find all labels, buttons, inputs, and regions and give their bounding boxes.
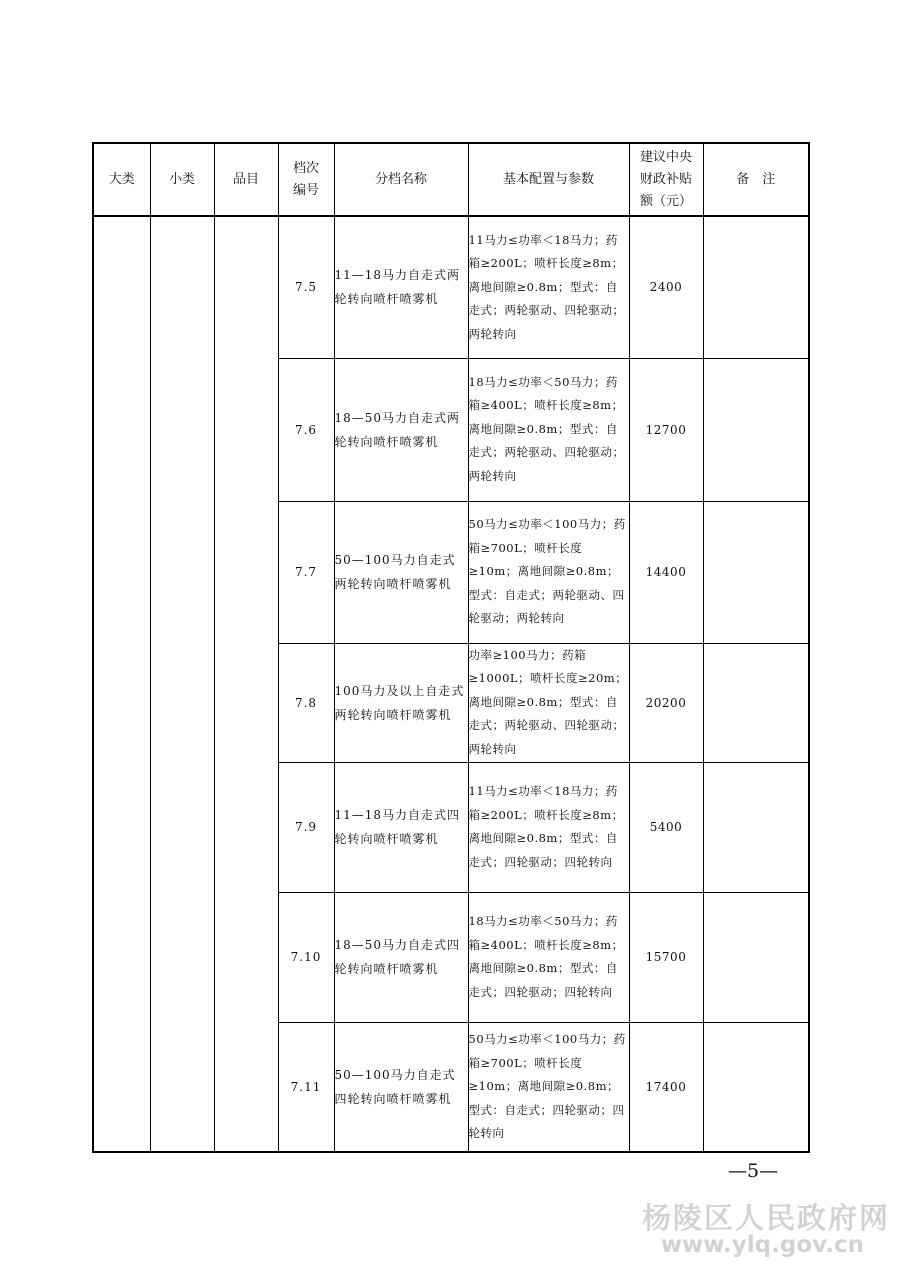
subsidy-amount-cell: 14400 bbox=[629, 501, 703, 643]
tier-no-cell: 7.9 bbox=[278, 762, 334, 892]
remark-cell bbox=[703, 762, 809, 892]
tier-no-cell: 7.5 bbox=[278, 216, 334, 358]
header-tier-no-line2: 编号 bbox=[292, 182, 319, 198]
header-subsidy-line2: 财政补贴 bbox=[639, 171, 692, 187]
config-cell: 功率≥100马力；药箱≥1000L；喷杆长度≥20m；离地间隙≥0.8m；型式：自走式；两轮驱动、四轮驱动；两轮转向 bbox=[468, 643, 629, 762]
tier-name-cell: 50—100马力自走式两轮转向喷杆喷雾机 bbox=[334, 501, 468, 643]
config-cell: 50马力≤功率＜100马力；药箱≥700L；喷杆长度≥10m；离地间隙≥0.8m；型式：自走式；两轮驱动、四轮驱动；两轮转向 bbox=[468, 501, 629, 643]
header-item: 品目 bbox=[214, 143, 278, 216]
remark-cell bbox=[703, 501, 809, 643]
tier-name-cell: 100马力及以上自走式两轮转向喷杆喷雾机 bbox=[334, 643, 468, 762]
config-cell: 18马力≤功率＜50马力；药箱≥400L；喷杆长度≥8m；离地间隙≥0.8m；型式：自走式；两轮驱动、四轮驱动；两轮转向 bbox=[468, 358, 629, 501]
page-number: —5— bbox=[728, 1160, 779, 1182]
header-config: 基本配置与参数 bbox=[468, 143, 629, 216]
table-row bbox=[93, 216, 809, 358]
header-tier-no-line1: 档次 bbox=[292, 160, 319, 176]
header-subsidy bbox=[629, 143, 703, 216]
header-row bbox=[93, 143, 809, 216]
tier-name-cell: 18—50马力自走式四轮转向喷杆喷雾机 bbox=[334, 892, 468, 1022]
tier-no-cell: 7.11 bbox=[278, 1022, 334, 1152]
header-category: 大类 bbox=[93, 143, 150, 216]
header-subsidy-line1: 建议中央 bbox=[639, 149, 692, 165]
config-cell: 11马力≤功率＜18马力；药箱≥200L；喷杆长度≥8m；离地间隙≥0.8m；型式：自走式；四轮驱动；四轮转向 bbox=[468, 762, 629, 892]
tier-name-cell: 50—100马力自走式四轮转向喷杆喷雾机 bbox=[334, 1022, 468, 1152]
header-tier-name: 分档名称 bbox=[334, 143, 468, 216]
config-cell: 18马力≤功率＜50马力；药箱≥400L；喷杆长度≥8m；离地间隙≥0.8m；型式：自走式；四轮驱动；四轮转向 bbox=[468, 892, 629, 1022]
subsidy-amount-cell: 17400 bbox=[629, 1022, 703, 1152]
tier-name-cell: 11—18马力自走式四轮转向喷杆喷雾机 bbox=[334, 762, 468, 892]
subsidy-amount-cell: 12700 bbox=[629, 358, 703, 501]
tier-no-cell: 7.8 bbox=[278, 643, 334, 762]
tier-name-cell: 11—18马力自走式两轮转向喷杆喷雾机 bbox=[334, 216, 468, 358]
watermark-site-name: 杨陵区人民政府网 bbox=[641, 1201, 890, 1235]
remark-cell bbox=[703, 1022, 809, 1152]
watermark-url: www.ylq.gov.cn bbox=[660, 1232, 864, 1258]
tier-no-cell: 7.7 bbox=[278, 501, 334, 643]
category-cell bbox=[93, 216, 150, 1152]
remark-cell bbox=[703, 358, 809, 501]
subsidy-amount-cell: 15700 bbox=[629, 892, 703, 1022]
remark-cell bbox=[703, 216, 809, 358]
header-subsidy-line3: 额（元） bbox=[639, 193, 692, 209]
remark-cell bbox=[703, 643, 809, 762]
config-cell: 50马力≤功率＜100马力；药箱≥700L；喷杆长度≥10m；离地间隙≥0.8m；型式：自走式；四轮驱动；四轮转向 bbox=[468, 1022, 629, 1152]
tier-name-cell: 18—50马力自走式两轮转向喷杆喷雾机 bbox=[334, 358, 468, 501]
subsidy-amount-cell: 20200 bbox=[629, 643, 703, 762]
tier-no-cell: 7.6 bbox=[278, 358, 334, 501]
subsidy-amount-cell: 5400 bbox=[629, 762, 703, 892]
header-subcategory: 小类 bbox=[150, 143, 214, 216]
header-remark: 备 注 bbox=[703, 143, 809, 216]
subsidy-amount-cell: 2400 bbox=[629, 216, 703, 358]
subcategory-cell bbox=[150, 216, 214, 1152]
item-cell bbox=[214, 216, 278, 1152]
remark-cell bbox=[703, 892, 809, 1022]
config-cell: 11马力≤功率＜18马力；药箱≥200L；喷杆长度≥8m；离地间隙≥0.8m；型式：自走式；两轮驱动、四轮驱动；两轮转向 bbox=[468, 216, 629, 358]
header-tier-no bbox=[278, 143, 334, 216]
tier-no-cell: 7.10 bbox=[278, 892, 334, 1022]
subsidy-table bbox=[92, 142, 810, 1153]
